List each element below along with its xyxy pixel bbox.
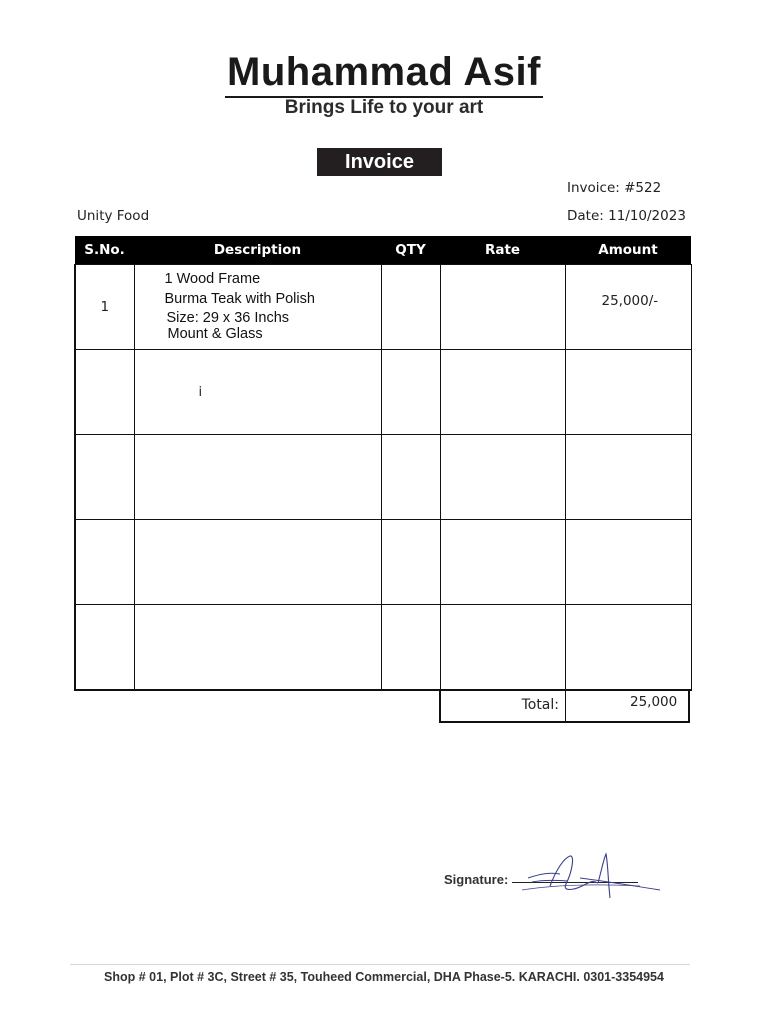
total-value: 25,000 — [630, 694, 678, 710]
rate-cell — [440, 435, 565, 520]
rate-cell — [440, 265, 565, 350]
amount-value: 25,000/- — [601, 293, 659, 309]
stray-mark: i — [198, 385, 203, 400]
column-header-amount: Amount — [565, 236, 691, 265]
sno-cell — [75, 265, 134, 350]
invoice-number: Invoice: #522 — [567, 180, 662, 196]
amount-cell — [565, 520, 691, 605]
column-header-qty: QTY — [381, 236, 440, 265]
description-line: Burma Teak with Polish — [164, 291, 315, 307]
table-row — [75, 350, 691, 435]
signature-scribble — [520, 850, 665, 905]
amount-cell — [565, 350, 691, 435]
business-name-text: Muhammad Asif — [225, 50, 543, 98]
description-line: Size: 29 x 36 Inchs — [166, 310, 290, 326]
signature-label: Signature: — [444, 872, 509, 887]
description-cell — [134, 350, 381, 435]
description-cell — [134, 520, 381, 605]
description-cell — [134, 435, 381, 520]
column-header-rate: Rate — [440, 236, 565, 265]
footer-divider — [70, 964, 690, 965]
sno-cell — [75, 520, 134, 605]
table-row — [75, 435, 691, 520]
amount-cell — [565, 605, 691, 691]
total-divider — [565, 690, 566, 723]
qty-cell — [381, 605, 440, 691]
description-cell — [134, 265, 381, 350]
table-row — [75, 605, 691, 691]
table-row — [75, 265, 691, 350]
footer-address: Shop # 01, Plot # 3C, Street # 35, Touheed Commercial, DHA Phase-5. KARACHI. 0301-3354954 — [104, 970, 664, 984]
description-cell — [134, 605, 381, 691]
table-header-row — [75, 236, 691, 265]
qty-cell — [381, 520, 440, 605]
total-label: Total: — [521, 697, 559, 713]
column-header-description: Description — [134, 236, 381, 265]
document-label: Invoice — [317, 148, 442, 176]
column-header-sno: S.No. — [75, 236, 134, 265]
total-box — [439, 690, 690, 723]
sno-value: 1 — [100, 299, 110, 315]
sno-cell — [75, 605, 134, 691]
tagline: Brings Life to your art — [284, 97, 484, 118]
invoice-date: Date: 11/10/2023 — [567, 208, 686, 224]
description-line: Mount & Glass — [167, 326, 263, 342]
amount-cell — [565, 435, 691, 520]
items-table — [74, 236, 690, 691]
rate-cell — [440, 605, 565, 691]
rate-cell — [440, 350, 565, 435]
client-name: Unity Food — [77, 208, 150, 224]
qty-cell — [381, 265, 440, 350]
sno-cell — [75, 435, 134, 520]
sno-cell — [75, 350, 134, 435]
table-row — [75, 520, 691, 605]
description-line: 1 Wood Frame — [164, 271, 261, 287]
business-name — [0, 50, 768, 95]
rate-cell — [440, 520, 565, 605]
qty-cell — [381, 435, 440, 520]
qty-cell — [381, 350, 440, 435]
amount-cell — [565, 265, 691, 350]
